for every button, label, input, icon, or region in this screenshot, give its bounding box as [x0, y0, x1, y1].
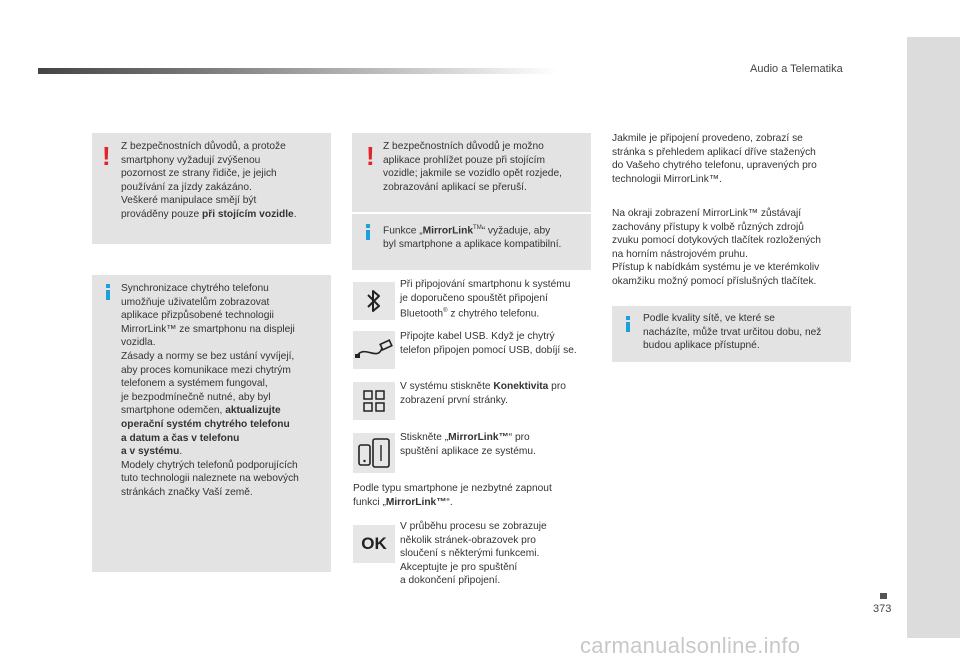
text-line: Připojte kabel USB. Když je chytrý: [400, 331, 555, 342]
text-span: prováděny pouze: [121, 208, 202, 220]
warning-box-stationary: [352, 133, 591, 212]
col3-paragraph-2: [612, 207, 857, 289]
text-line: a dokončení připojení.: [400, 575, 501, 587]
usb-cable-icon: [354, 336, 394, 364]
text-line: Zásady a normy se bez ustání vyvíjejí,: [121, 350, 295, 362]
text-line: [353, 496, 593, 510]
text-line: Podle typu smartphone je nezbytné zapnout: [353, 483, 552, 494]
info-box-network: [612, 306, 851, 362]
text-line: Při připojování smartphonu k systému: [400, 279, 571, 290]
text-line: Na okraji zobrazení MirrorLink™ zůstávají: [612, 208, 802, 219]
text-span: “ pro: [508, 432, 530, 443]
text-line: byl smartphone a aplikace kompatibilní.: [383, 238, 562, 250]
text-bold: aktualizujte: [225, 405, 281, 417]
text-line: Akceptujte je pro spuštění: [400, 561, 518, 573]
text-span: .: [179, 446, 183, 458]
text-span: Bluetooth: [400, 308, 444, 320]
text-span: .: [293, 208, 297, 220]
info-box-compat: [352, 214, 591, 270]
text-line: [121, 208, 329, 222]
text-line: aplikace prohlížet pouze při stojícím: [383, 154, 545, 166]
text-span: funkci „: [353, 496, 386, 508]
ok-button-icon-box: [353, 525, 395, 563]
text-bold: při stojícím vozidle: [202, 208, 294, 220]
text-bold: MirrorLink™: [385, 496, 447, 508]
text-bold: operační systém chytrého telefonu: [121, 418, 290, 430]
text-line: tuto technologii naleznete na webových: [121, 473, 299, 485]
text-line: telefon připojen pomocí USB, dobíjí se.: [400, 344, 577, 356]
text-sup: ®: [443, 308, 448, 315]
page-number: 373: [873, 603, 892, 615]
warning-box-driving: [92, 133, 331, 244]
info-box-sync: [92, 275, 331, 572]
text-line: aby proces komunikace mezi chytrým: [121, 364, 291, 376]
text-line: V průběhu procesu se zobrazuje: [400, 521, 547, 532]
text-line: Podle kvality sítě, ve které se: [643, 313, 775, 324]
text-line: budou aplikace přístupné.: [643, 340, 760, 352]
text-line: [400, 305, 595, 321]
info-icon-dot: [106, 284, 110, 288]
text-line: [400, 431, 595, 445]
text-span: Funkce „: [383, 225, 423, 237]
text-line: nacházíte, může trvat určitou dobu, než: [643, 326, 822, 338]
text-line: telefonem a systémem fungoval,: [121, 378, 268, 390]
text-bold: a v systému: [121, 446, 180, 458]
text-line: do Vašeho chytrého telefonu, upravených pro: [612, 160, 817, 172]
header-gradient-bar: [38, 68, 558, 74]
step-usb-text: [400, 330, 595, 357]
text-span: smartphone odemčen,: [121, 405, 226, 417]
step-bluetooth-text: [400, 278, 595, 321]
mirrorlink-icon-box: [353, 433, 395, 473]
text-span: “.: [446, 496, 453, 508]
text-line: [383, 222, 591, 238]
bluetooth-icon: [364, 288, 384, 314]
text-line: zobrazení první stránky.: [400, 394, 508, 406]
text-line: zobrazování aplikací se přeruší.: [383, 181, 527, 193]
text-line: [121, 404, 331, 418]
text-span: Stiskněte „: [400, 432, 449, 443]
text-line: stránkách značky Vaší země.: [121, 486, 253, 498]
connectivity-icon-box: [353, 382, 395, 420]
text-span: V systému stiskněte: [400, 381, 494, 392]
text-line: vozidla.: [121, 337, 156, 349]
text-span: z chytrého telefonu.: [447, 308, 540, 320]
text-line: Přístup k nabídkám systému je ve kterémkoliv: [612, 262, 820, 274]
text-line: používání za jízdy zakázáno.: [121, 181, 252, 193]
text-line: [121, 432, 331, 446]
warning-text: [121, 140, 329, 222]
info-text: [643, 312, 851, 353]
text-line: Veškeré manipulace smějí být: [121, 195, 257, 207]
step-mirrorlink-text: [400, 431, 595, 458]
info-icon-dot: [366, 224, 370, 228]
text-line: smartphony vyžadují zvýšenou: [121, 154, 261, 166]
text-line: Z bezpečnostních důvodů je možno: [383, 141, 544, 152]
col3-paragraph-1: [612, 132, 857, 186]
step-connectivity-text: [400, 380, 595, 407]
mirrorlink-note: [353, 482, 593, 509]
text-line: Synchronizace chytrého telefonu: [121, 283, 269, 294]
text-line: okamžiku možný pomocí příslušných tlačítek.: [612, 275, 817, 287]
connectivity-grid-icon: [363, 390, 385, 412]
text-span: “ vyžaduje, aby: [481, 225, 551, 237]
text-line: na horním nástrojovém pruhu.: [612, 248, 748, 260]
warning-icon: !: [102, 141, 111, 171]
info-icon: [626, 322, 630, 332]
text-line: stránka s přehledem aplikací dříve stažených: [612, 146, 816, 158]
text-line: MirrorLink™ ze smartphonu na displeji: [121, 323, 295, 335]
chapter-title: Audio a Telematika: [750, 63, 843, 75]
text-line: [121, 445, 331, 459]
text-line: několik stránek-obrazovek pro: [400, 534, 536, 546]
text-line: Jakmile je připojení provedeno, zobrazí se: [612, 133, 803, 144]
text-line: Modely chytrých telefonů podporujících: [121, 459, 298, 471]
text-line: umožňuje uživatelům zobrazovat: [121, 296, 270, 308]
info-text: [121, 282, 331, 500]
text-line: pozornost ze strany řidiče, je jejich: [121, 168, 277, 180]
info-icon: [366, 230, 370, 240]
info-icon: [106, 290, 110, 300]
text-line: aplikace přizpůsobené technologii: [121, 310, 274, 322]
usb-cable-icon-box: [353, 331, 395, 369]
text-line: [400, 380, 595, 394]
text-line: zvuku pomocí dotykových tlačítek rozložených: [612, 235, 821, 247]
page-marker: [880, 593, 887, 599]
text-line: spuštění aplikace ze systému.: [400, 445, 536, 457]
text-line: je bezpodmínečně nutné, aby byl: [121, 391, 271, 403]
text-bold: MirrorLink™: [448, 432, 509, 443]
watermark: carmanualsonline.info: [580, 633, 801, 658]
ok-label: OK: [361, 534, 387, 553]
text-sup: TM: [473, 225, 482, 231]
info-icon-dot: [626, 316, 630, 320]
step-ok-text: [400, 520, 595, 588]
text-bold: a datum a čas v telefonu: [121, 432, 240, 444]
info-text: [383, 222, 591, 252]
text-line: sloučení s některými funkcemi.: [400, 548, 540, 560]
warning-text: [383, 140, 591, 194]
text-bold: Konektivita: [493, 381, 549, 392]
warning-icon: !: [366, 141, 375, 171]
text-line: Z bezpečnostních důvodů, a protože: [121, 141, 286, 152]
text-line: je doporučeno spouštět připojení: [400, 292, 548, 304]
text-span: pro: [548, 381, 566, 392]
text-line: vozidle; jakmile se vozidlo opět rozjede,: [383, 168, 562, 180]
mirrorlink-phone-icon: [356, 437, 392, 469]
text-line: technologii MirrorLink™.: [612, 173, 722, 185]
text-line: zachovány přístupy k volbě různých zdrojů: [612, 221, 804, 233]
text-bold: MirrorLink: [422, 225, 474, 237]
bluetooth-icon-box: [353, 282, 395, 320]
text-line: [121, 418, 331, 432]
page-side-tab: [907, 37, 960, 638]
